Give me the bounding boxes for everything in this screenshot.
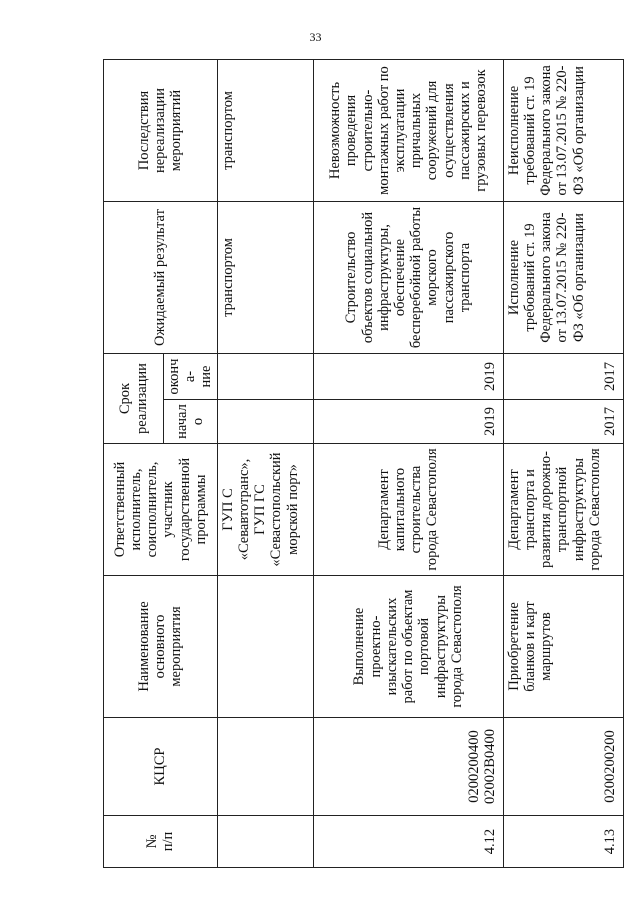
row-result: транспортом bbox=[217, 202, 313, 354]
row-consequences: Неисполнение требований ст. 19 Федерального закона от 13.07.2015 № 220-ФЗ «Об организации bbox=[503, 60, 623, 202]
row-executor: Департамент капитального строительства города Севастополя bbox=[313, 444, 503, 576]
row-num: 4.13 bbox=[503, 816, 623, 868]
rotated-page-area bbox=[103, 60, 619, 868]
row-kcsr: 0200200200 bbox=[503, 718, 623, 816]
table-row bbox=[503, 60, 623, 868]
header-result: Ожидаемый результат bbox=[104, 202, 218, 354]
row-start: 2019 bbox=[313, 400, 503, 444]
row-name: Выполнение проектно-изыскательских работ по объектам портовой инфраструктуры города Севастополя bbox=[313, 576, 503, 718]
table-container bbox=[103, 60, 619, 868]
measures-table bbox=[103, 59, 624, 868]
row-start: 2017 bbox=[503, 400, 623, 444]
row-end: 2019 bbox=[313, 354, 503, 400]
header-executor: Ответственный исполнитель, соисполнитель, участник государственной программы bbox=[104, 444, 218, 576]
row-num bbox=[217, 816, 313, 868]
header-num: № п/п bbox=[104, 816, 218, 868]
row-consequences: Невозможность проведения строительно-монтажных работ по эксплуатации причальных сооружений для осуществления пассажирских и грузовых перевозок bbox=[313, 60, 503, 202]
row-end: 2017 bbox=[503, 354, 623, 400]
table-row bbox=[217, 60, 313, 868]
row-result: Строительство объектов социальной инфраструктуры, обеспечение бесперебойной работы морского пассажирского транспорта bbox=[313, 202, 503, 354]
row-executor: Департамент транспорта и развития дорожно-транспортной инфраструктуры города Севастополя bbox=[503, 444, 623, 576]
row-num: 4.12 bbox=[313, 816, 503, 868]
row-result: Исполнение требований ст. 19 Федерального закона от 13.07.2015 № 220-ФЗ «Об организации bbox=[503, 202, 623, 354]
header-name: Наименование основного мероприятия bbox=[104, 576, 218, 718]
row-name bbox=[217, 576, 313, 718]
header-row-1 bbox=[104, 60, 164, 868]
header-kcsr: КЦСР bbox=[104, 718, 218, 816]
row-kcsr bbox=[217, 718, 313, 816]
table-row bbox=[313, 60, 503, 868]
row-end bbox=[217, 354, 313, 400]
row-executor: ГУП С «Севавтотранс», ГУП ГС «Севастопольский морской порт» bbox=[217, 444, 313, 576]
header-end: оконча- ние bbox=[164, 354, 218, 400]
header-term: Срок реализации bbox=[104, 354, 164, 444]
row-name: Приобретение бланков и карт маршрутов bbox=[503, 576, 623, 718]
row-kcsr: 0200200400 02002В0400 bbox=[313, 718, 503, 816]
header-start: начало bbox=[164, 400, 218, 444]
row-start bbox=[217, 400, 313, 444]
row-consequences: транспортом bbox=[217, 60, 313, 202]
page-number: 33 bbox=[309, 30, 322, 44]
header-consequences: Последствия нереализации мероприятий bbox=[104, 60, 218, 202]
